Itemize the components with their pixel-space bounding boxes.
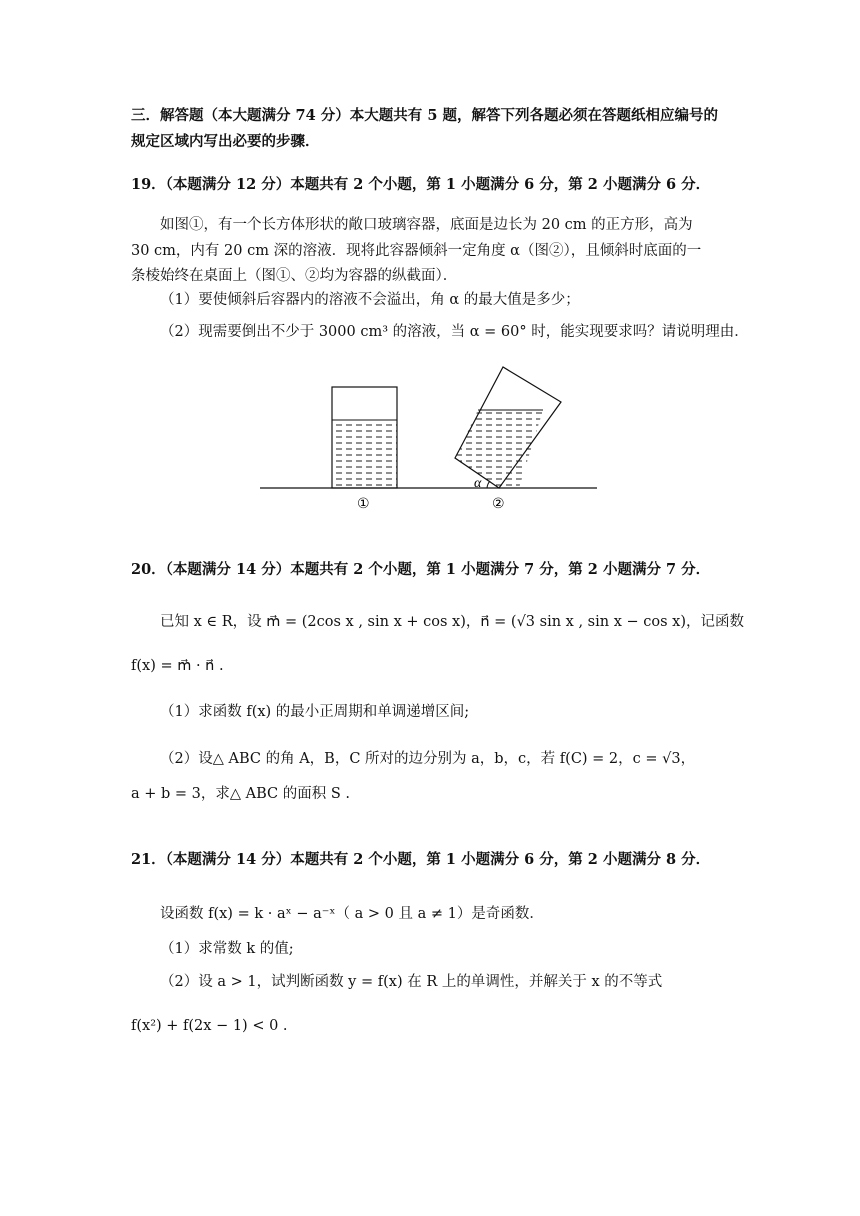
q21-part2-line2: f(x²) + f(2x − 1) < 0 . xyxy=(131,1018,288,1034)
q19-stem-3: 条棱始终在桌面上（图①、②均为容器的纵截面）． xyxy=(131,268,458,284)
angle-alpha-label: α xyxy=(474,476,482,491)
q20-part1: （1）求函数 f(x) 的最小正周期和单调递增区间; xyxy=(160,704,470,720)
q19-part1: （1）要使倾斜后容器内的溶液不会溢出，角 α 的最大值是多少； xyxy=(160,292,580,308)
q20-stem-2: f(x) = m⃗ · n⃗ . xyxy=(131,658,224,674)
q20-part2-line1: （2）设△ ABC 的角 A，B，C 所对的边分别为 a，b，c，若 f(C) = 2，c = √3， xyxy=(160,751,696,767)
section-header-line2: 规定区域内写出必要的步骤． xyxy=(131,133,320,150)
q19-stem-1: 如图①，有一个长方体形状的敞口玻璃容器，底面是边长为 20 cm 的正方形，高为 xyxy=(160,217,693,233)
container-figure xyxy=(255,362,600,514)
q20-header: 20．（本题满分 14 分）本题共有 2 个小题，第 1 小题满分 7 分，第 2 小题满分 7 分． xyxy=(131,561,711,578)
q20-stem-1: 已知 x ∈ R，设 m⃗ = (2cos x , sin x + cos x)，n⃗ = (√3 sin x , sin x − cos x)，记函数 xyxy=(160,614,744,630)
tilted-container xyxy=(455,367,561,488)
q21-part1: （1）求常数 k 的值; xyxy=(160,941,294,957)
figure-label-1: ① xyxy=(357,496,370,512)
section-header-line1: 三．解答题（本大题满分 74 分）本大题共有 5 题，解答下列各题必须在答题纸相应编号的 xyxy=(131,107,718,124)
figure-label-2: ② xyxy=(492,496,505,512)
q20-part2-line2: a + b = 3，求△ ABC 的面积 S . xyxy=(131,786,351,802)
q21-header: 21．（本题满分 14 分）本题共有 2 个小题，第 1 小题满分 6 分，第 2 小题满分 8 分． xyxy=(131,851,711,868)
q19-stem-2: 30 cm，内有 20 cm 深的溶液．现将此容器倾斜一定角度 α（图②），且倾斜时底面的一 xyxy=(131,243,702,259)
q21-part2-line1: （2）设 a > 1，试判断函数 y = f(x) 在 R 上的单调性，并解关于 x 的不等式 xyxy=(160,974,663,990)
q19-header: 19．（本题满分 12 分）本题共有 2 个小题，第 1 小题满分 6 分，第 2 小题满分 6 分． xyxy=(131,176,711,193)
upright-container xyxy=(332,387,397,488)
q19-part2: （2）现需要倒出不少于 3000 cm³ 的溶液，当 α = 60° 时，能实现要求吗？请说明理由． xyxy=(160,324,749,340)
q21-stem: 设函数 f(x) = k · aˣ − a⁻ˣ（ a > 0 且 a ≠ 1）是奇函数． xyxy=(160,906,544,922)
